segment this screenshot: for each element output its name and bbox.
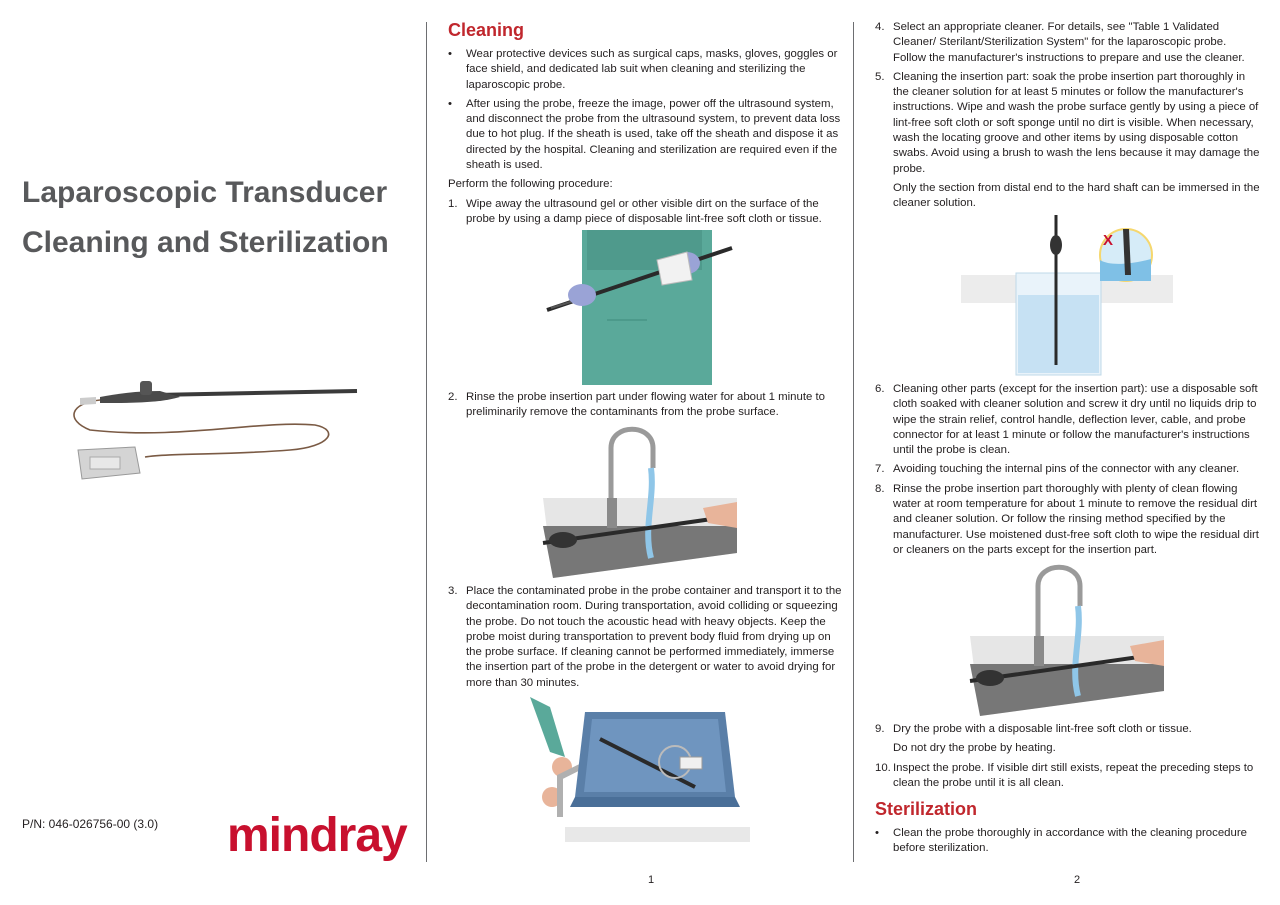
step-note: Do not dry the probe by heating. xyxy=(893,742,1056,755)
step-item xyxy=(875,722,1260,737)
steps-9-10 xyxy=(875,722,1260,795)
step-item xyxy=(448,584,848,691)
faucet-illustration xyxy=(543,428,737,580)
steps-6-8 xyxy=(875,382,1260,562)
bullet-text: After using the probe, freeze the image, power off the ultrasound system, and disconnect the probe from the ultrasound system, to prevent data loss due to hot plug. If the sheath is used, take off the sheath and dispose it as directed by the hospital. Cleaning and sterilization are required even if the sheath is used. xyxy=(466,97,841,172)
step-text: Place the contaminated probe in the probe container and transport it to the decontamination room. During transportation, avoid colliding or squeezing the probe. Do not touch the acoustic head with heavy objects. Keep the probe moist during transportation to prevent body fluid from drying up on the probe surface. If cleaning cannot be performed immediately, immerse the insertion part of the probe in the detergent or water to avoid drying for more than 30 minutes. xyxy=(466,585,842,689)
cleaning-bullets xyxy=(448,47,848,231)
sterilization-heading: Sterilization xyxy=(875,799,978,819)
step-number: 8. xyxy=(875,482,885,495)
step-text: Dry the probe with a disposable lint-free soft cloth or tissue. xyxy=(893,723,1192,735)
document-title xyxy=(22,168,422,268)
step-text: Rinse the probe insertion part under flowing water for about 1 minute to preliminarily remove the contaminants from the probe surface. xyxy=(466,391,826,419)
step-number: 1. xyxy=(448,197,458,210)
step-text: Cleaning other parts (except for the insertion part): use a disposable soft cloth soaked with cleaner solution and screw it dry until no liquids drip to wipe the strain relief, control handle, deflection lever, cable, and probe connector for at least 1 minute or follow the manufacturer's instructions until the probe is clean. xyxy=(893,383,1258,457)
sterilization-bullets xyxy=(875,826,1260,861)
step-item xyxy=(875,462,1260,477)
step-item xyxy=(875,382,1260,458)
step-text: Rinse the probe insertion part thoroughly with plenty of clean flowing water at room temperature for about 1 minute to remove the residual dirt and cleaner solution. Or follow the rinsing method specified by the manufacturer. Use moistened dust-free soft cloth to wipe the residual dirt or cleaners on the parts except for the insertion part. xyxy=(893,482,1259,556)
cover-column xyxy=(0,0,426,905)
step-item xyxy=(875,482,1260,558)
container-illustration xyxy=(530,697,750,842)
step-text: Select an appropriate cleaner. For details, see "Table 1 Validated Cleaner/ Sterilant/Sterilization System" for the laparoscopic probe. Follow the manufacturer's instructions to prepare and use the cleaner. xyxy=(893,21,1245,64)
bullet-text: Clean the probe thoroughly in accordance with the cleaning procedure before sterilization. xyxy=(893,827,1247,855)
step-note: Only the section from distal end to the hard shaft can be immersed in the cleaner solution. xyxy=(893,181,1260,210)
step-number: 10. xyxy=(875,761,891,774)
step-number: 7. xyxy=(875,463,885,476)
probe-illustration xyxy=(60,375,370,495)
step-number: 2. xyxy=(448,391,458,403)
page-number-2: 2 xyxy=(1074,874,1081,886)
bullet-item: • Clean the probe thoroughly in accordance with the cleaning procedure before sterilization. xyxy=(875,826,1260,857)
bullet-item: • Wear protective devices such as surgical caps, masks, gloves, goggles or face shield, and dedicated lab suit when cleaning and sterilizing the laparoscopic probe. xyxy=(448,47,848,93)
step-text: Cleaning the insertion part: soak the probe insertion part thoroughly in the cleaner solution for at least 5 minutes or follow the manufacturer's instructions. Wipe and wash the probe surface gently by using a piece of lint-free soft cloth or soft sponge until no dirt is visible. When necessary, wash the locating groove and other items by using disposable cotton swabs. Avoid using a brush to wash the lens because it may damage the probe. xyxy=(893,70,1260,175)
step-number: 9. xyxy=(875,723,885,735)
page-2 xyxy=(854,0,1280,905)
bullet-item: • After using the probe, freeze the image, power off the ultrasound system, and disconnect the probe from the ultrasound system, to prevent data loss due to hot plug. If the sheath is used, take off the sheath and dispose it as directed by the hospital. Cleaning and sterilization are required even if the sheath is used. xyxy=(448,97,848,173)
step-number: 5. xyxy=(875,70,885,83)
step-number: 4. xyxy=(875,21,885,33)
page-1 xyxy=(427,0,853,905)
step-number: 6. xyxy=(875,383,885,395)
steps-4-5 xyxy=(875,20,1260,216)
part-number: P/N: 046-026756-00 (3.0) xyxy=(22,817,159,831)
step-3-block xyxy=(448,584,848,695)
step-item xyxy=(875,20,1260,66)
step-item xyxy=(448,390,848,421)
step-text: Inspect the probe. If visible dirt still exists, repeat the preceding steps to clean the probe until it is all clean. xyxy=(893,761,1254,789)
step-item xyxy=(875,761,1260,792)
faucet-illustration xyxy=(970,566,1164,716)
step-text: Avoiding touching the internal pins of the connector with any cleaner. xyxy=(893,463,1240,476)
warning-x-mark: X xyxy=(1103,232,1114,249)
procedure-intro: Perform the following procedure: xyxy=(448,178,613,191)
page-number-1: 1 xyxy=(648,874,655,886)
step-text: Wipe away the ultrasound gel or other visible dirt on the surface of the probe by using a damp piece of disposable lint-free soft cloth or tissue. xyxy=(466,197,822,225)
title-line-2: Cleaning and Sterilization xyxy=(22,226,389,259)
wipe-illustration xyxy=(547,230,737,385)
soak-illustration xyxy=(961,215,1173,375)
cleaning-heading: Cleaning xyxy=(448,20,525,40)
title-line-1: Laparoscopic Transducer xyxy=(22,176,388,209)
step-item xyxy=(448,197,848,228)
step-item xyxy=(875,70,1260,177)
step-2-block xyxy=(448,390,848,425)
mindray-logo: mindray xyxy=(227,809,407,862)
step-number: 3. xyxy=(448,585,458,597)
bullet-text: Wear protective devices such as surgical caps, masks, gloves, goggles or face shield, and dedicated lab suit when cleaning and sterilizing the laparoscopic probe. xyxy=(466,48,838,91)
